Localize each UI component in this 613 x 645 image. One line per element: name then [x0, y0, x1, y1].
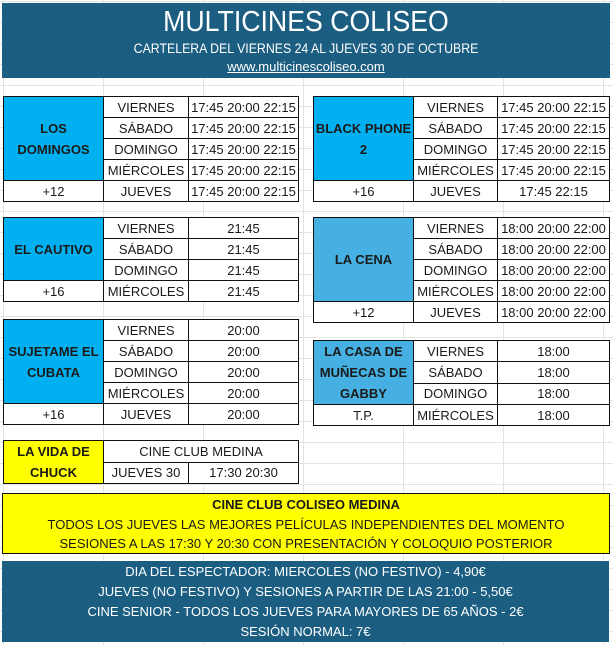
session-day: DOMINGO	[414, 383, 498, 404]
schedule-row	[314, 218, 610, 239]
session-day: DOMINGO	[414, 260, 498, 281]
movie-title: LA VIDA DE CHUCK	[4, 441, 104, 484]
session-times: 18:00 20:00 22:00	[498, 260, 610, 281]
cine-club-title: CINE CLUB COLISEO MEDINA	[212, 497, 400, 512]
age-rating: +16	[4, 404, 104, 425]
movie-schedule-el-cautivo	[3, 217, 299, 302]
schedule-row	[4, 320, 299, 341]
session-day: DOMINGO	[414, 139, 498, 160]
age-rating: +16	[314, 181, 414, 202]
session-times: 18:00	[498, 362, 610, 383]
session-day: VIERNES	[104, 97, 189, 118]
schedule-row	[4, 181, 299, 202]
session-day: JUEVES	[104, 181, 189, 202]
session-day: JUEVES	[414, 302, 498, 323]
session-times: 17:45 20:00 22:15	[498, 160, 610, 181]
session-day: SÁBADO	[414, 118, 498, 139]
age-rating: +16	[4, 281, 104, 302]
session-times: 18:00 20:00 22:00	[498, 239, 610, 260]
prices-footer	[2, 561, 609, 642]
session-day: VIERNES	[414, 97, 498, 118]
session-day: MIÉRCOLES	[104, 383, 189, 404]
session-day: MIÉRCOLES	[104, 281, 189, 302]
session-times: 21:45	[189, 281, 299, 302]
movie-schedule-gabby	[313, 340, 610, 426]
website-link[interactable]: www.multicinescoliseo.com	[227, 59, 385, 74]
session-times: 20:00	[189, 383, 299, 404]
movie-title: SUJETAME EL CUBATA	[4, 320, 104, 404]
movie-title: EL CAUTIVO	[4, 218, 104, 281]
session-times: 20:00	[189, 404, 299, 425]
session-times: 21:45	[189, 260, 299, 281]
session-times: 17:45 20:00 22:15	[189, 97, 299, 118]
program-name: CINE CLUB MEDINA	[104, 441, 299, 463]
session-day: SÁBADO	[414, 362, 498, 383]
session-times: 18:00	[498, 383, 610, 404]
session-day: VIERNES	[104, 218, 189, 239]
cine-club-banner	[2, 493, 610, 554]
schedule-row	[4, 281, 299, 302]
session-times: 17:45 20:00 22:15	[498, 139, 610, 160]
session-day: JUEVES	[104, 404, 189, 425]
movie-schedule-los-domingos	[3, 96, 299, 202]
session-day: VIERNES	[414, 341, 498, 362]
session-day: SÁBADO	[104, 239, 189, 260]
session-day: DOMINGO	[104, 139, 189, 160]
session-times: 18:00	[498, 341, 610, 362]
session-day: SÁBADO	[104, 341, 189, 362]
schedule-row	[4, 404, 299, 425]
session-day: VIERNES	[104, 320, 189, 341]
schedule-row	[314, 97, 610, 118]
schedule-row	[4, 441, 299, 463]
cine-club-line: SESIONES A LAS 17:30 Y 20:30 CON PRESENTACIÓN Y COLOQUIO POSTERIOR	[59, 536, 553, 551]
session-day: SÁBADO	[104, 118, 189, 139]
session-times: 17:45 20:00 22:15	[189, 160, 299, 181]
age-rating: +12	[314, 302, 414, 323]
age-rating: T.P.	[314, 405, 414, 426]
movie-schedule-la-vida-de-chuck	[3, 440, 299, 484]
session-day: JUEVES 30	[104, 462, 189, 484]
movie-title: BLACK PHONE 2	[314, 97, 414, 181]
price-line: SESIÓN NORMAL: 7€	[240, 624, 371, 639]
cinema-header	[2, 3, 610, 78]
movie-schedule-black-phone-2	[313, 96, 610, 202]
schedule-row	[314, 341, 610, 362]
session-times: 17:45 22:15	[498, 181, 610, 202]
movie-title: LOS DOMINGOS	[4, 97, 104, 181]
age-rating: +12	[4, 181, 104, 202]
price-line: JUEVES (NO FESTIVO) Y SESIONES A PARTIR DE LAS 21:00 - 5,50€	[98, 584, 513, 599]
session-times: 18:00 20:00 22:00	[498, 281, 610, 302]
session-day: JUEVES	[414, 181, 498, 202]
session-times: 17:45 20:00 22:15	[498, 97, 610, 118]
session-times: 20:00	[189, 320, 299, 341]
session-times: 17:45 20:00 22:15	[189, 139, 299, 160]
schedule-row	[314, 405, 610, 426]
session-times: 21:45	[189, 218, 299, 239]
session-times: 17:45 20:00 22:15	[189, 118, 299, 139]
movie-schedule-sujetame-el-cubata	[3, 319, 299, 425]
session-day: MIÉRCOLES	[104, 160, 189, 181]
session-times: 18:00 20:00 22:00	[498, 302, 610, 323]
session-times: 17:45 20:00 22:15	[498, 118, 610, 139]
session-times: 17:45 20:00 22:15	[189, 181, 299, 202]
schedule-row	[314, 181, 610, 202]
session-day: DOMINGO	[104, 260, 189, 281]
cinema-title: MULTICINES COLISEO	[163, 6, 449, 38]
schedule-row	[314, 302, 610, 323]
price-line: CINE SENIOR - TODOS LOS JUEVES PARA MAYORES DE 65 AÑOS - 2€	[87, 604, 524, 619]
movie-title: LA CENA	[314, 218, 414, 302]
session-day: VIERNES	[414, 218, 498, 239]
session-times: 20:00	[189, 341, 299, 362]
session-day: MIÉRCOLES	[414, 160, 498, 181]
session-day: SÁBADO	[414, 239, 498, 260]
schedule-row	[4, 97, 299, 118]
session-times: 21:45	[189, 239, 299, 260]
session-times: 18:00	[498, 405, 610, 426]
movie-schedule-la-cena	[313, 217, 610, 323]
movie-title: LA CASA DE MUÑECAS DE GABBY	[314, 341, 414, 405]
session-times: 18:00 20:00 22:00	[498, 218, 610, 239]
price-line: DIA DEL ESPECTADOR: MIERCOLES (NO FESTIVO) - 4,90€	[125, 564, 486, 579]
schedule-row	[4, 218, 299, 239]
schedule-subtitle: CARTELERA DEL VIERNES 24 AL JUEVES 30 DE OCTUBRE	[133, 40, 479, 56]
session-day: MIÉRCOLES	[414, 281, 498, 302]
session-times: 17:30 20:30	[189, 462, 299, 484]
session-day: MIÉRCOLES	[414, 405, 498, 426]
cine-club-line: TODOS LOS JUEVES LAS MEJORES PELÍCULAS INDEPENDIENTES DEL MOMENTO	[47, 516, 565, 532]
session-day: DOMINGO	[104, 362, 189, 383]
session-times: 20:00	[189, 362, 299, 383]
